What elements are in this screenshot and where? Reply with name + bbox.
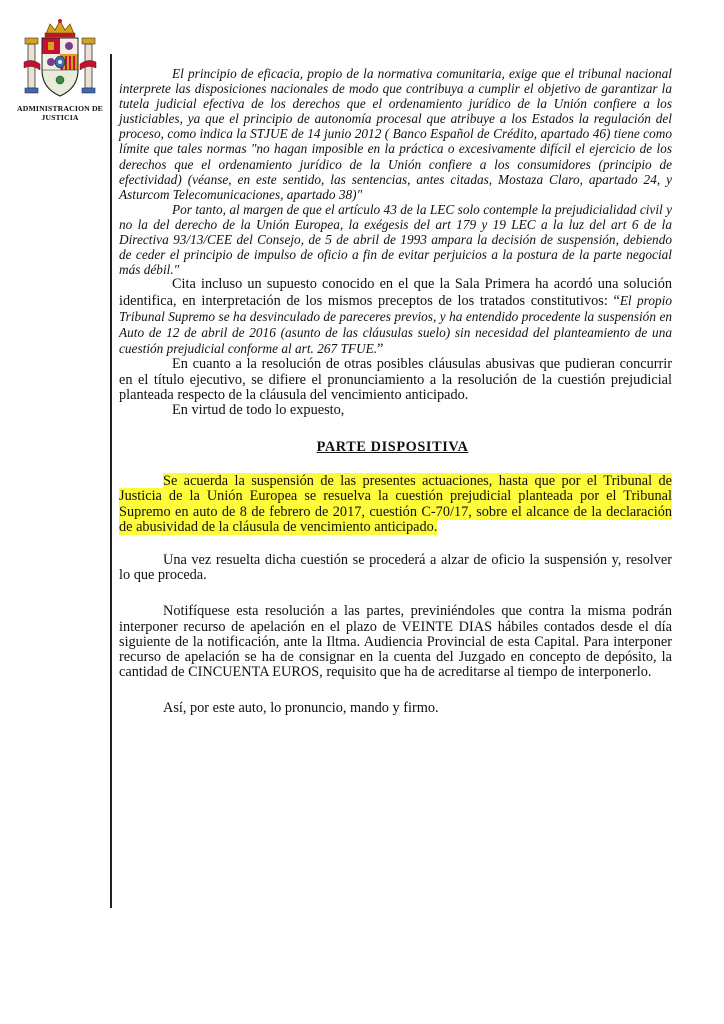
highlighted-decision: Se acuerda la suspensión de las presentes actuaciones, hasta que por el Tribunal de Justicia de la Unión Europea se resuelva la cuestión prejudicial planteada por el Tribunal Supremo en auto de 8 de febrero de 2017, cuestión C-70/17, sobre el alcance de la declaración de abusividad de la cláusula de vencimiento anticipado. (119, 473, 672, 535)
section-heading: PARTE DISPOSITIVA (316, 439, 469, 456)
document-body (119, 66, 672, 717)
paragraph-resolucion: En cuanto a la resolución de otras posibles cláusulas abusivas que pudieran concurrir en el título ejecutivo, se difiere el pronunciamiento a la resolución de la cuestión prejudicial planteada respecto de la cláusula del vencimiento anticipado. (119, 356, 672, 403)
margin-rule (110, 54, 112, 908)
paragraph-una-vez: Una vez resuelta dicha cuestión se procederá a alzar de oficio la suspensión y, resolver lo que proceda. (119, 551, 672, 584)
paragraph-quote-portanto: Por tanto, al margen de que el artículo 43 de la LEC solo contemple la prejudicialidad civil y no la del derecho de la Unión Europea, la exégesis del art 179 y 19 LEC a la luz del art 6 de la Directiva 93/13/CEE del Consejo, de 5 de abril de 1993 ampara la decisión de suspensión, debiendo de ceder el principio de impulso de oficio a fin de evitar perjuicios a la postura de la parte negocial más débil." (119, 201, 672, 278)
coat-of-arms-icon (22, 18, 98, 104)
paragraph-closing: Así, por este auto, lo pronuncio, mando y firmo. (163, 700, 439, 717)
paragraph-notifiquese: Notifíquese esta resolución a las partes, previniéndoles que contra la misma podrán interponer recurso de apelación en el plazo de VEINTE DIAS hábiles contados desde el día siguiente de la notificación, ante la Iltma. Audiencia Provincial de esta Capital. Para interponer recurso de apelación se ha de consignar en la cuenta del Juzgado en concepto de depósito, la cantidad de CINCUENTA EUROS, requisito que ha de acreditarse al tiempo de interponerlo. (119, 603, 672, 681)
cita-close: ” (377, 341, 384, 358)
cita-quote: El propio Tribunal Supremo se ha desvinculado de pareceres previos, y ha entendido procedente la suspensión en Auto de 12 de abril de 2016 (asunto de las cláusulas suelo) sin necesidad del planteamiento de una cuestión prejudicial conforme al art. 267 TFUE. (119, 292, 672, 357)
paragraph-cita (119, 277, 672, 357)
paragraph-quote-eficacia: El principio de eficacia, propio de la normativa comunitaria, exige que el tribunal nacional interprete las disposiciones nacionales de modo que contribuya a cumplir el objetivo de garantizar la tutela judicial efectiva de los derechos que el ordenamiento jurídico de la Unión confiere a los justiciables, ya que el principio de autonomía procesal que atribuye a los Estados la regulación del proceso, como indica la STJUE de 14 junio 2012 ( Banco Español de Crédito, apartado 46) tiene como límite que tales normas "no hagan imposible en la práctica o excesivamente difícil el ejercicio de los derechos que el ordenamiento jurídico de la Unión confiere a los consumidores (principio de efectividad) (véanse, en este sentido, las sentencias, antes citadas, Mostaza Claro, apartado 24, y Asturcom Telecomunicaciones, apartado 38)" (119, 66, 672, 202)
cita-intro: Cita incluso un supuesto conocido en el que la Sala Primera ha acordó una solución identifica, en interpretación de los mismos preceptos de los tratados constitutivos: “ (119, 276, 672, 309)
coat-of-arms (18, 18, 102, 118)
institution-name: ADMINISTRACION DE JUSTICIA (17, 104, 103, 122)
paragraph-decision (119, 474, 672, 535)
paragraph-virtud: En virtud de todo lo expuesto, (172, 401, 345, 418)
